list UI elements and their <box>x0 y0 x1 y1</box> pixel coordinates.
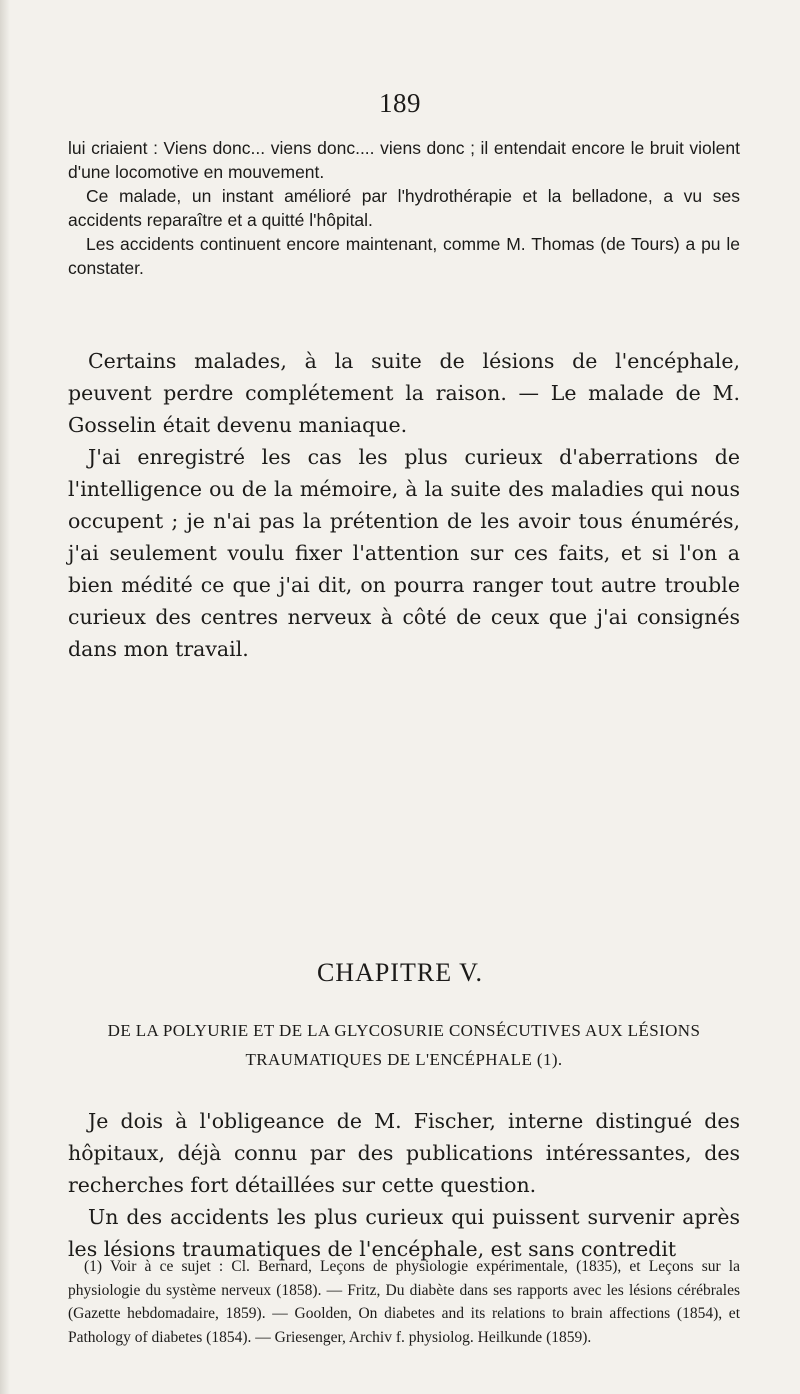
paragraph: Je dois à l'obligeance de M. Fischer, interne distingué des hôpitaux, déjà connu par des publications intéressantes, des recherches fort détaillées sur cette question. <box>68 1109 740 1197</box>
main-text-block <box>68 345 740 665</box>
paragraph: Certains malades, à la suite de lésions de l'encéphale, peuvent perdre complétement la raison. — Le malade de M. Gosselin était devenu maniaque. <box>68 349 740 437</box>
page-number: 189 <box>379 88 421 118</box>
paragraph: J'ai enregistré les cas les plus curieux d'aberrations de l'intelligence ou de la mémoire, à la suite des maladies qui nous occupent ; je n'ai pas la prétention de les avoir tous énumérés, j'ai seulement voulu fixer l'attention sur ces faits, et si l'on a bien médité ce que j'ai dit, on pourra ranger tout autre trouble curieux des centres nerveux à côté de ceux que j'ai consignés dans mon travail. <box>68 445 740 661</box>
footnote <box>68 1255 740 1349</box>
chapter-subtitle-line: TRAUMATIQUES DE L'ENCÉPHALE (1). <box>245 1050 563 1069</box>
page-edge-shadow <box>0 0 10 1394</box>
paragraph: Un des accidents les plus curieux qui puissent survenir après les lésions traumatiques de l'encéphale, est sans contredit <box>68 1205 740 1261</box>
footnote-text: (1) Voir à ce sujet : Cl. Bernard, Leçons de physiologie expérimentale, (1835), et Leçons sur la physiologie du système nerveux (1858). — Fritz, Du diabète dans ses rapports avec les lésions cérébrales (Gazette hebdomadaire, 1859). — Goolden, On diabetes and its relations to brain affections (1854), et Pathology of diabetes (1854). — Griesenger, Archiv f. physiolog. Heilkunde (1859). <box>68 1258 740 1346</box>
paragraph: Les accidents continuent encore maintenant, comme M. Thomas (de Tours) a pu le constater. <box>68 234 740 278</box>
chapter-subtitle <box>68 1016 740 1074</box>
chapter-text-block <box>68 1105 740 1265</box>
paragraph: lui criaient : Viens donc... viens donc.... viens donc ; il entendait encore le bruit violent d'une locomotive en mouvement. <box>68 138 740 182</box>
chapter-subtitle-line: DE LA POLYURIE ET DE LA GLYCOSURIE CONSÉCUTIVES AUX LÉSIONS <box>107 1021 701 1040</box>
top-text-block <box>68 136 740 280</box>
paragraph: Ce malade, un instant amélioré par l'hydrothérapie et la belladone, a vu ses accidents reparaître et a quitté l'hôpital. <box>68 186 740 230</box>
chapter-heading: CHAPITRE V. <box>316 958 484 987</box>
